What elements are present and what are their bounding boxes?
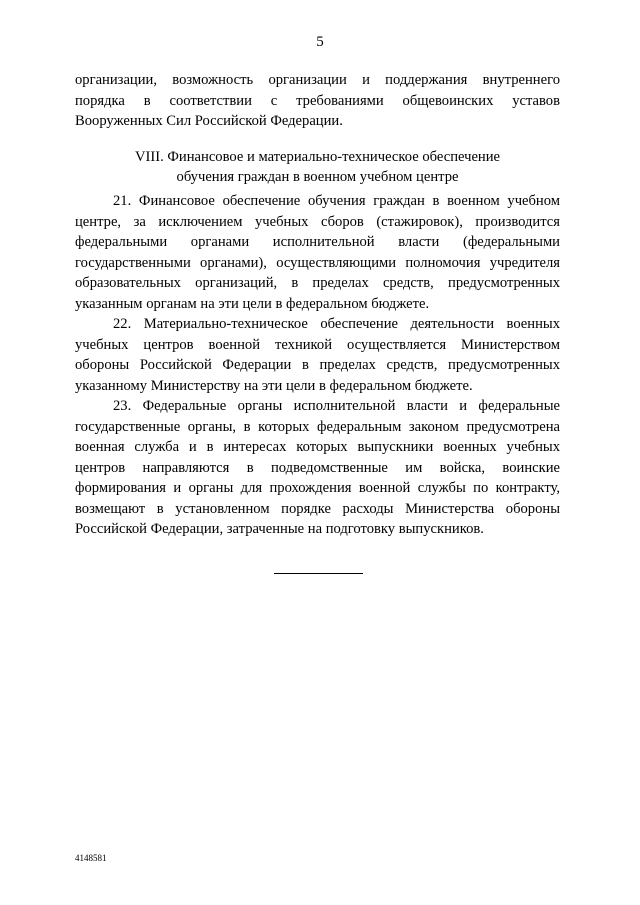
section-heading-line: VIII. Финансовое и материально-техническое обеспечение [134, 149, 501, 165]
text-line: образовательных организаций, в пределах средств, предусмотренных [75, 275, 560, 291]
section-heading-line: обучения граждан в военном учебном центре [176, 169, 459, 185]
section-heading [75, 147, 560, 187]
text-line: 22. Материально-техническое обеспечение деятельности военных [113, 316, 560, 332]
paragraph-21 [75, 191, 560, 314]
text-line: возмещают в установленном порядке расходы Министерства обороны [75, 500, 560, 517]
paragraph-22 [75, 314, 560, 396]
paragraph-23 [75, 396, 560, 540]
text-line: центров направляются в подведомственные им войска, воинские [75, 459, 560, 476]
text-line: центре, за исключением учебных сборов (стажировок), производится [75, 213, 560, 230]
text-line: Российской Федерации, затраченные на подготовку выпускников. [75, 521, 484, 537]
document-code: 4148581 [75, 853, 107, 863]
text-line: учебных центров военной техникой осуществляется Министерством [75, 336, 560, 353]
text-line: государственные органы, в которых федеральным законом предусмотрена [75, 418, 560, 435]
text-line: Вооруженных Сил Российской Федерации. [75, 113, 343, 129]
text-line: 23. Федеральные органы исполнительной власти и федеральные [113, 398, 560, 414]
text-line: формирования и органы для прохождения военной службы по контракту, [75, 480, 560, 496]
text-line: государственными органами), осуществляющими полномочия учредителя [75, 254, 560, 271]
text-line: 21. Финансовое обеспечение обучения граждан в военном учебном [113, 193, 560, 209]
text-line: указанным органам на эти цели в федеральном бюджете. [75, 295, 430, 312]
text-line: организации, возможность организации и поддержания внутреннего [75, 72, 560, 88]
text-line: указанному Министерству на эти цели в федеральном бюджете. [75, 377, 473, 394]
text-line: обороны Российской Федерации в пределах средств, предусмотренных [75, 357, 560, 373]
text-line: военная служба и в интересах которых выпускники военных учебных [75, 439, 560, 455]
page-number: 5 [316, 34, 324, 50]
end-of-document-rule [274, 573, 363, 574]
text-line: федеральными органами исполнительной власти (федеральными [75, 234, 560, 250]
text-line: порядка в соответствии с требованиями общевоинских уставов [75, 92, 560, 109]
intro-paragraph [75, 70, 560, 132]
